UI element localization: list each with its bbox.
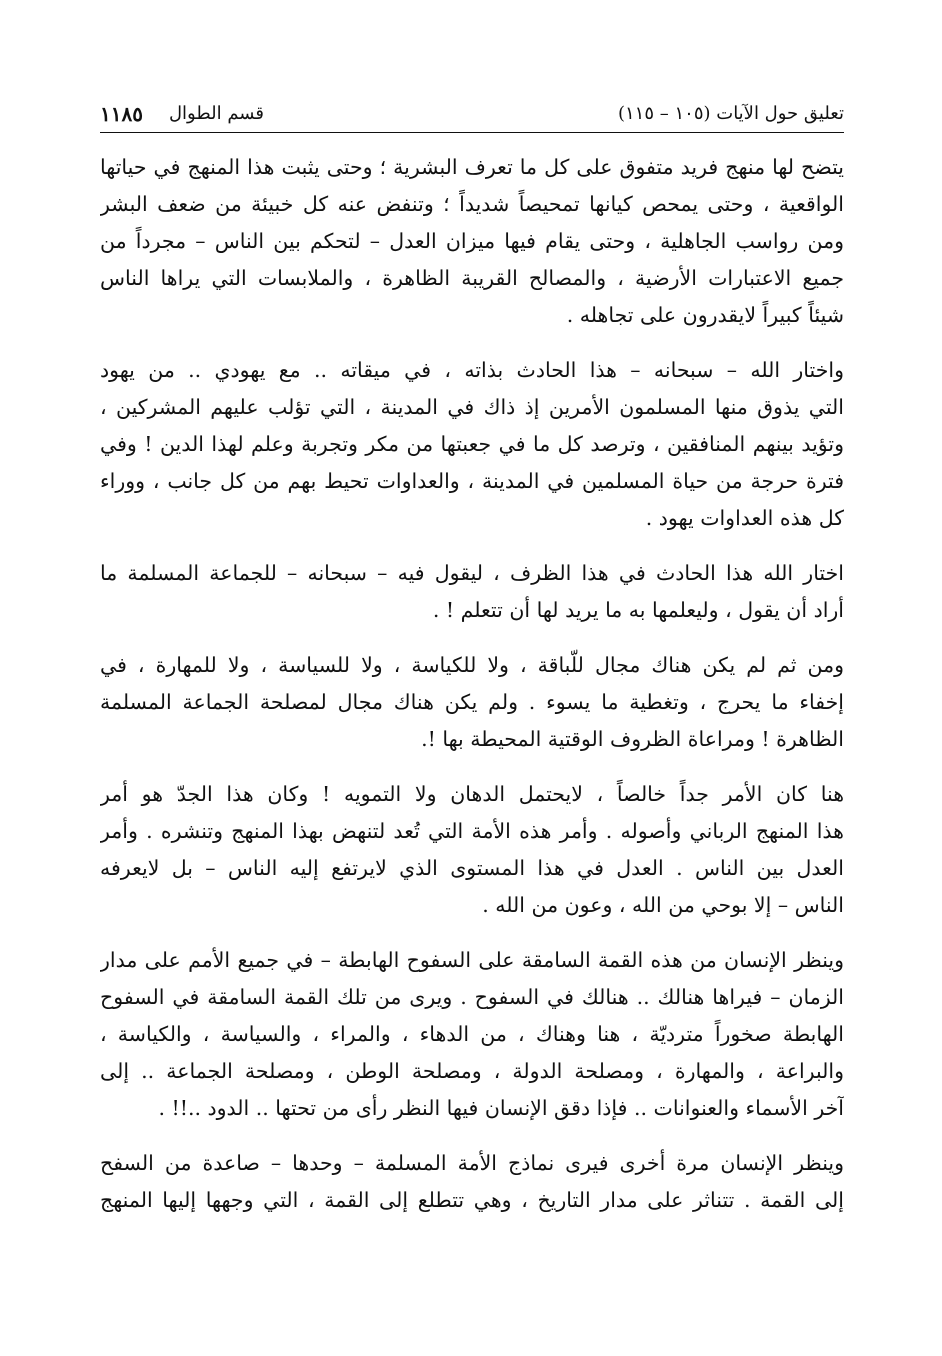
text-line: إخفاء ما يحرج ، وتغطية ما يسوء . ولم يكن هناك مجال لمصلحة الجماعة المسلمة — [100, 690, 844, 714]
text-line: يتضح لها منهج فريد متفوق على كل ما تعرف البشرية ؛ وحتى يثبت هذا المنهج في حياتها — [100, 155, 844, 179]
text-line: ومن ثم لم يكن هناك مجال للّباقة ، ولا للكياسة ، ولا للسياسة ، ولا للمهارة ، في — [100, 653, 844, 677]
paragraph — [100, 647, 844, 758]
text-line: الناس – إلا بوحي من الله ، وعون من الله . — [482, 893, 844, 917]
text-line: وينظر الإنسان من هذه القمة السامقة على السفوح الهابطة – في جميع الأمم على مدار — [100, 948, 844, 972]
text-line: أراد أن يقول ، وليعلمها به ما يريد لها أن تتعلم ! . — [432, 598, 844, 622]
text-line: وينظر الإنسان مرة أخرى فيرى نماذج الأمة المسلمة – وحدها – صاعدة من السفح — [100, 1151, 844, 1175]
text-line: هنا كان الأمر جداً خالصاً ، لايحتمل الدهان ولا التمويه ! وكان هذا الجدّ هو أمر — [100, 782, 844, 806]
header-left-group — [100, 102, 264, 126]
running-header — [100, 92, 844, 130]
text-line: إلى القمة . تتناثر على مدار التاريخ ، وهي تتطلع إلى القمة ، التي وجهها إليها المنهج — [100, 1188, 844, 1212]
paragraph — [100, 942, 844, 1127]
text-line: الواقعية ، وحتى يمحص كيانها تمحيصاً شديداً ؛ وتنفض عنه كل خبيئة من ضعف البشر — [100, 192, 844, 216]
text-line: ومن رواسب الجاهلية ، وحتى يقام فيها ميزان العدل – لتحكم بين الناس – مجرداً من — [100, 229, 844, 253]
text-line: التي يذوق منها المسلمون الأمرين إذ ذاك في المدينة ، التي تؤلب عليهم المشركين ، — [100, 395, 844, 419]
text-line: جميع الاعتبارات الأرضية ، والمصالح القريبة الظاهرة ، والملابسات التي يراها الناس — [100, 266, 844, 290]
text-line: الهابطة صخوراً مترديّة ، هنا وهناك ، من الدهاء ، والمراء ، والسياسة ، والكياسة ، — [100, 1022, 844, 1046]
paragraph — [100, 352, 844, 537]
text-line: آخر الأسماء والعنوانات .. فإذا دقق الإنسان فيها النظر رأى من تحتها .. الدود ..!! . — [158, 1096, 844, 1120]
text-line: كل هذه العداوات يهود . — [645, 506, 844, 530]
book-page — [100, 92, 844, 1237]
text-line: العدل بين الناس . العدل في هذا المستوى الذي لايرتفع إليه الناس – بل لايعرفه — [100, 856, 844, 880]
text-line: الزمان – فيراها هنالك .. هنالك في السفوح . ويرى من تلك القمة السامقة في السفوح — [100, 985, 844, 1009]
paragraph — [100, 149, 844, 334]
text-line: شيئاً كبيراً لايقدرون على تجاهله . — [566, 303, 844, 327]
header-rule — [100, 132, 844, 133]
text-line: واختار الله – سبحانه – هذا الحادث بذاته ، في ميقاته .. مع يهودي .. من يهود — [100, 358, 844, 382]
text-line: الظاهرة ! ومراعاة الظروف الوقتية المحيطة بها !. — [421, 727, 844, 751]
text-line: والبراعة ، والمهارة ، ومصلحة الدولة ، ومصلحة الوطن ، ومصلحة الجماعة .. إلى — [100, 1059, 844, 1083]
paragraph — [100, 776, 844, 924]
text-line: اختار الله هذا الحادث في هذا الظرف ، ليقول فيه – سبحانه – للجماعة المسلمة ما — [100, 561, 844, 585]
chapter-title: تعليق حول الآيات (١٠٥ – ١١٥) — [617, 103, 844, 124]
body-text — [100, 149, 844, 1219]
paragraph — [100, 1145, 844, 1219]
section-name: قسم الطوال — [168, 103, 264, 124]
paragraph — [100, 555, 844, 629]
page-number: ١١٨٥ — [100, 102, 143, 126]
text-line: فترة حرجة من حياة المسلمين في المدينة ، والعداوات تحيط بهم من كل جانب ، ووراء — [100, 469, 844, 493]
text-line: وتؤيد بينهم المنافقين ، وترصد كل ما في جعبتها من مكر وتجربة وعلم لهذا الدين ! وفي — [100, 432, 844, 456]
text-line: هذا المنهج الرباني وأصوله . وأمر هذه الأمة التي تُعد لتنهض بهذا المنهج وتنشره . وأمر — [100, 819, 844, 843]
